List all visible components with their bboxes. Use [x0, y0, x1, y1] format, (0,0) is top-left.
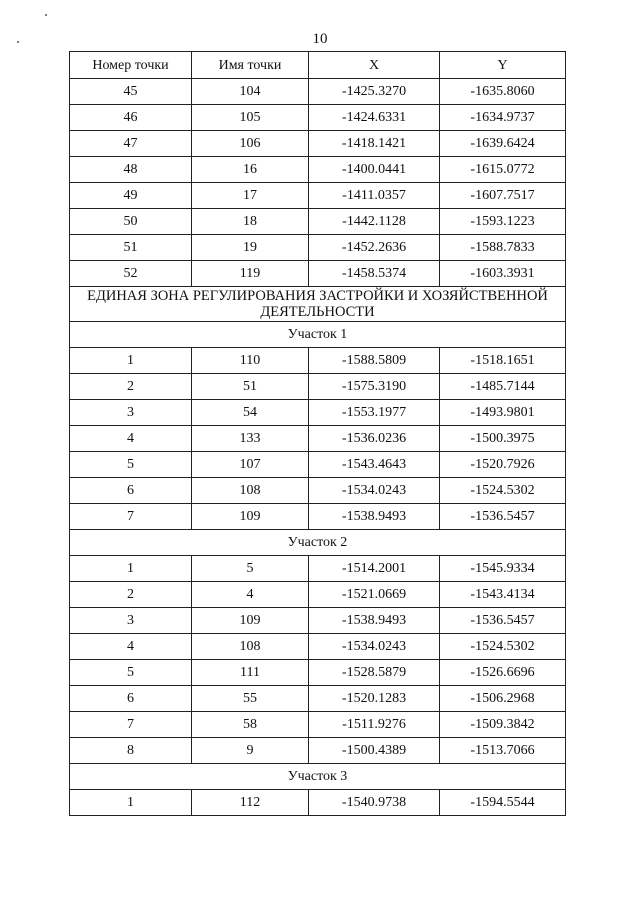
cell-y: -1603.3931: [440, 261, 566, 287]
cell-point-name: 111: [192, 660, 309, 686]
cell-point-number: 45: [70, 79, 192, 105]
cell-point-number: 3: [70, 608, 192, 634]
table-row: [70, 235, 566, 261]
cell-point-number: 6: [70, 478, 192, 504]
cell-point-number: 4: [70, 426, 192, 452]
cell-y: -1594.5544: [440, 790, 566, 816]
cell-x: -1588.5809: [309, 348, 440, 374]
cell-x: -1540.9738: [309, 790, 440, 816]
cell-point-name: 108: [192, 478, 309, 504]
table-row: [70, 452, 566, 478]
table-row: [70, 131, 566, 157]
cell-y: -1536.5457: [440, 504, 566, 530]
cell-x: -1452.2636: [309, 235, 440, 261]
cell-point-number: 1: [70, 348, 192, 374]
cell-point-number: 7: [70, 712, 192, 738]
zone-heading: ЕДИНАЯ ЗОНА РЕГУЛИРОВАНИЯ ЗАСТРОЙКИ И ХОЗЯЙСТВЕННОЙ ДЕЯТЕЛЬНОСТИ: [70, 287, 566, 322]
cell-x: -1575.3190: [309, 374, 440, 400]
cell-point-name: 19: [192, 235, 309, 261]
coordinates-table: [69, 51, 566, 816]
table-row: [70, 105, 566, 131]
table-row: [70, 261, 566, 287]
section-heading: Участок 1: [70, 322, 566, 348]
section-heading-row: [70, 764, 566, 790]
cell-x: -1514.2001: [309, 556, 440, 582]
cell-point-number: 49: [70, 183, 192, 209]
cell-y: -1607.7517: [440, 183, 566, 209]
cell-point-name: 4: [192, 582, 309, 608]
cell-y: -1509.3842: [440, 712, 566, 738]
cell-y: -1639.6424: [440, 131, 566, 157]
cell-y: -1513.7066: [440, 738, 566, 764]
cell-y: -1524.5302: [440, 634, 566, 660]
table-row: [70, 504, 566, 530]
scan-speck: [17, 41, 19, 43]
cell-point-name: 110: [192, 348, 309, 374]
cell-point-name: 107: [192, 452, 309, 478]
cell-y: -1635.8060: [440, 79, 566, 105]
cell-x: -1534.0243: [309, 634, 440, 660]
cell-point-number: 51: [70, 235, 192, 261]
table-row: [70, 400, 566, 426]
cell-point-number: 5: [70, 660, 192, 686]
cell-point-name: 104: [192, 79, 309, 105]
cell-y: -1518.1651: [440, 348, 566, 374]
cell-point-name: 106: [192, 131, 309, 157]
cell-y: -1615.0772: [440, 157, 566, 183]
page-number: 10: [312, 31, 328, 47]
cell-point-number: 6: [70, 686, 192, 712]
cell-x: -1553.1977: [309, 400, 440, 426]
cell-point-name: 119: [192, 261, 309, 287]
cell-y: -1543.4134: [440, 582, 566, 608]
cell-point-number: 1: [70, 790, 192, 816]
table-row: [70, 374, 566, 400]
cell-x: -1500.4389: [309, 738, 440, 764]
cell-x: -1458.5374: [309, 261, 440, 287]
cell-point-name: 109: [192, 608, 309, 634]
cell-x: -1543.4643: [309, 452, 440, 478]
header-x: X: [309, 52, 440, 79]
cell-x: -1520.1283: [309, 686, 440, 712]
table-header-row: [70, 52, 566, 79]
cell-x: -1536.0236: [309, 426, 440, 452]
cell-y: -1520.7926: [440, 452, 566, 478]
table-row: [70, 634, 566, 660]
table-row: [70, 556, 566, 582]
table-row: [70, 712, 566, 738]
cell-x: -1538.9493: [309, 608, 440, 634]
table-row: [70, 738, 566, 764]
cell-point-name: 108: [192, 634, 309, 660]
section-heading: Участок 3: [70, 764, 566, 790]
cell-y: -1536.5457: [440, 608, 566, 634]
cell-point-number: 48: [70, 157, 192, 183]
section-heading-row: [70, 530, 566, 556]
cell-point-name: 133: [192, 426, 309, 452]
table-row: [70, 348, 566, 374]
cell-point-number: 5: [70, 452, 192, 478]
cell-point-number: 47: [70, 131, 192, 157]
cell-x: -1528.5879: [309, 660, 440, 686]
cell-y: -1485.7144: [440, 374, 566, 400]
cell-point-name: 105: [192, 105, 309, 131]
scan-speck: [45, 14, 47, 16]
cell-point-name: 55: [192, 686, 309, 712]
cell-y: -1500.3975: [440, 426, 566, 452]
cell-x: -1411.0357: [309, 183, 440, 209]
cell-point-number: 8: [70, 738, 192, 764]
table-row: [70, 790, 566, 816]
cell-point-number: 50: [70, 209, 192, 235]
cell-point-name: 16: [192, 157, 309, 183]
cell-point-number: 2: [70, 582, 192, 608]
cell-x: -1425.3270: [309, 79, 440, 105]
table-row: [70, 426, 566, 452]
cell-x: -1511.9276: [309, 712, 440, 738]
cell-point-name: 18: [192, 209, 309, 235]
header-y: Y: [440, 52, 566, 79]
cell-point-name: 58: [192, 712, 309, 738]
section-heading: Участок 2: [70, 530, 566, 556]
table-row: [70, 79, 566, 105]
cell-point-name: 17: [192, 183, 309, 209]
cell-y: -1545.9334: [440, 556, 566, 582]
cell-x: -1538.9493: [309, 504, 440, 530]
cell-x: -1442.1128: [309, 209, 440, 235]
cell-point-number: 7: [70, 504, 192, 530]
cell-y: -1634.9737: [440, 105, 566, 131]
table-row: [70, 157, 566, 183]
table-row: [70, 478, 566, 504]
cell-y: -1526.6696: [440, 660, 566, 686]
header-point-number: Номер точки: [70, 52, 192, 79]
cell-point-number: 46: [70, 105, 192, 131]
cell-x: -1400.0441: [309, 157, 440, 183]
table-row: [70, 209, 566, 235]
section-heading-row: [70, 322, 566, 348]
table-row: [70, 582, 566, 608]
cell-point-number: 4: [70, 634, 192, 660]
cell-x: -1418.1421: [309, 131, 440, 157]
cell-y: -1588.7833: [440, 235, 566, 261]
header-point-name: Имя точки: [192, 52, 309, 79]
table-row: [70, 660, 566, 686]
cell-point-name: 9: [192, 738, 309, 764]
cell-y: -1493.9801: [440, 400, 566, 426]
cell-point-number: 52: [70, 261, 192, 287]
cell-point-name: 109: [192, 504, 309, 530]
cell-x: -1534.0243: [309, 478, 440, 504]
cell-point-number: 1: [70, 556, 192, 582]
cell-point-name: 54: [192, 400, 309, 426]
table-row: [70, 183, 566, 209]
cell-point-name: 5: [192, 556, 309, 582]
cell-y: -1593.1223: [440, 209, 566, 235]
cell-point-number: 2: [70, 374, 192, 400]
cell-y: -1524.5302: [440, 478, 566, 504]
cell-point-name: 51: [192, 374, 309, 400]
cell-x: -1424.6331: [309, 105, 440, 131]
zone-heading-row: [70, 287, 566, 322]
table-row: [70, 686, 566, 712]
cell-point-number: 3: [70, 400, 192, 426]
cell-x: -1521.0669: [309, 582, 440, 608]
table-row: [70, 608, 566, 634]
cell-point-name: 112: [192, 790, 309, 816]
cell-y: -1506.2968: [440, 686, 566, 712]
